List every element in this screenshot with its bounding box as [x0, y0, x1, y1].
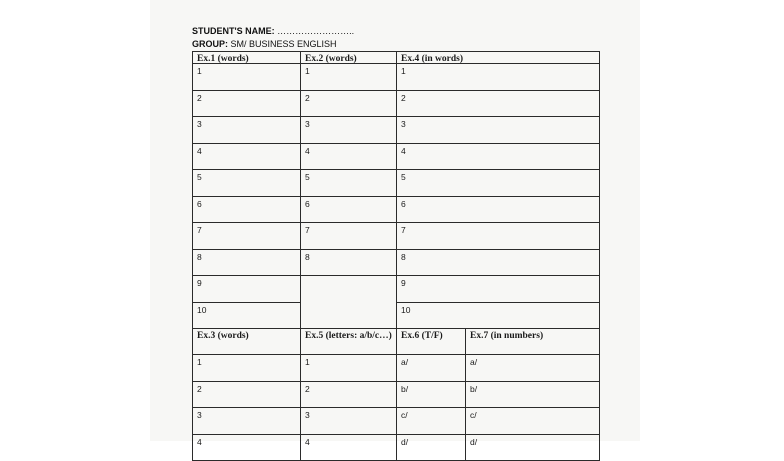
answer-number: 2	[197, 93, 202, 103]
answer-number: 4	[305, 146, 310, 156]
answer-number: 9	[401, 278, 406, 288]
ex6-answer-cell[interactable]	[396, 407, 466, 435]
answer-number: 2	[401, 93, 406, 103]
column-header-label: Ex.1 (words)	[197, 54, 249, 64]
answer-number: 5	[197, 172, 202, 182]
answer-number: b/	[401, 384, 408, 394]
ex4-answer-cell[interactable]	[396, 169, 600, 197]
column-header-label: Ex.6 (T/F)	[401, 331, 443, 341]
answer-number: 4	[197, 146, 202, 156]
student-name-blank[interactable]: ……………………..	[277, 26, 354, 36]
header-ex5	[300, 328, 397, 355]
answer-number: 7	[305, 225, 310, 235]
column-header-label: Ex.7 (in numbers)	[470, 331, 543, 341]
ex1-answer-cell[interactable]	[192, 169, 301, 197]
answer-number: d/	[401, 437, 408, 447]
ex5-answer-cell[interactable]	[300, 407, 397, 435]
ex2-answer-cell[interactable]	[300, 249, 397, 277]
ex3-answer-cell[interactable]	[192, 407, 301, 435]
group-label: GROUP:	[192, 39, 228, 49]
answer-number: 3	[401, 119, 406, 129]
column-header-label: Ex.3 (words)	[197, 331, 249, 341]
ex4-answer-cell[interactable]	[396, 63, 600, 91]
answer-number: 6	[197, 199, 202, 209]
ex4-answer-cell[interactable]	[396, 196, 600, 224]
student-name-label: STUDENT'S NAME:	[192, 26, 275, 36]
answer-number: d/	[470, 437, 477, 447]
ex5-answer-cell[interactable]	[300, 381, 397, 409]
answer-number: 4	[305, 437, 310, 447]
answer-number: 1	[197, 66, 202, 76]
ex2-answer-cell[interactable]	[300, 196, 397, 224]
answer-number: 4	[197, 437, 202, 447]
ex6-answer-cell[interactable]	[396, 354, 466, 382]
ex4-answer-cell[interactable]	[396, 275, 600, 303]
ex7-answer-cell[interactable]	[465, 354, 600, 382]
answer-number: 10	[401, 305, 410, 315]
answer-number: 7	[401, 225, 406, 235]
ex1-answer-cell[interactable]	[192, 275, 301, 303]
answer-number: 8	[401, 252, 406, 262]
ex4-answer-cell[interactable]	[396, 302, 600, 330]
answer-number: 1	[305, 357, 310, 367]
answer-number: 6	[401, 199, 406, 209]
column-header-label: Ex.5 (letters: a/b/c…)	[305, 331, 392, 341]
answer-number: 2	[305, 93, 310, 103]
ex7-answer-cell[interactable]	[465, 434, 600, 461]
header-ex6	[396, 328, 466, 355]
ex6-answer-cell[interactable]	[396, 434, 466, 461]
answer-number: 5	[305, 172, 310, 182]
ex4-answer-cell[interactable]	[396, 90, 600, 118]
header-ex7	[465, 328, 600, 355]
answer-number: 4	[401, 146, 406, 156]
column-header-label: Ex.2 (words)	[305, 54, 357, 64]
ex2-answer-cell[interactable]	[300, 169, 397, 197]
answer-number: 2	[305, 384, 310, 394]
answer-number: 2	[197, 384, 202, 394]
answer-number: c/	[401, 410, 408, 420]
group-value: SM/ BUSINESS ENGLISH	[231, 39, 337, 49]
ex4-answer-cell[interactable]	[396, 249, 600, 277]
ex7-answer-cell[interactable]	[465, 381, 600, 409]
student-name-line	[192, 26, 354, 36]
ex3-answer-cell[interactable]	[192, 354, 301, 382]
ex2-answer-cell[interactable]	[300, 90, 397, 118]
ex1-answer-cell[interactable]	[192, 90, 301, 118]
answer-number: 10	[197, 305, 206, 315]
answer-number: 3	[197, 410, 202, 420]
ex4-answer-cell[interactable]	[396, 143, 600, 171]
ex1-answer-cell[interactable]	[192, 196, 301, 224]
answer-number: b/	[470, 384, 477, 394]
ex1-answer-cell[interactable]	[192, 302, 301, 330]
answer-number: 9	[197, 278, 202, 288]
ex2-answer-cell[interactable]	[300, 63, 397, 91]
answer-number: 1	[197, 357, 202, 367]
answer-number: c/	[470, 410, 477, 420]
group-line	[192, 39, 337, 49]
column-header-label: Ex.4 (in words)	[401, 54, 463, 64]
ex3-answer-cell[interactable]	[192, 381, 301, 409]
ex2-answer-cell[interactable]	[300, 143, 397, 171]
ex2-answer-cell[interactable]	[300, 116, 397, 144]
answer-number: 1	[401, 66, 406, 76]
ex2-answer-cell[interactable]	[300, 222, 397, 250]
ex1-answer-cell[interactable]	[192, 116, 301, 144]
answer-number: 8	[197, 252, 202, 262]
ex5-answer-cell[interactable]	[300, 434, 397, 461]
ex6-answer-cell[interactable]	[396, 381, 466, 409]
ex3-answer-cell[interactable]	[192, 434, 301, 461]
ex2-empty-cell	[300, 275, 397, 329]
answer-number: a/	[401, 357, 408, 367]
answer-number: 3	[197, 119, 202, 129]
ex1-answer-cell[interactable]	[192, 222, 301, 250]
ex1-answer-cell[interactable]	[192, 249, 301, 277]
ex1-answer-cell[interactable]	[192, 143, 301, 171]
answer-number: 6	[305, 199, 310, 209]
ex1-answer-cell[interactable]	[192, 63, 301, 91]
answer-number: 5	[401, 172, 406, 182]
ex7-answer-cell[interactable]	[465, 407, 600, 435]
answer-number: 3	[305, 119, 310, 129]
ex4-answer-cell[interactable]	[396, 116, 600, 144]
answer-number: a/	[470, 357, 477, 367]
ex4-answer-cell[interactable]	[396, 222, 600, 250]
header-ex3	[192, 328, 301, 355]
answer-number: 8	[305, 252, 310, 262]
answer-number: 7	[197, 225, 202, 235]
ex5-answer-cell[interactable]	[300, 354, 397, 382]
answer-number: 1	[305, 66, 310, 76]
answer-number: 3	[305, 410, 310, 420]
